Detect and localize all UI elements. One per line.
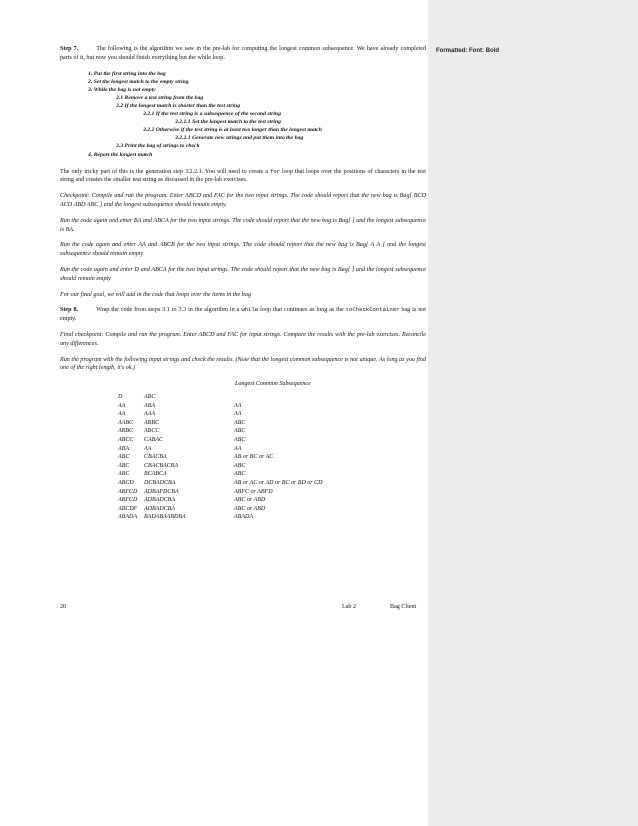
second-string-cell: ABA bbox=[144, 402, 155, 409]
algorithm-step bbox=[88, 110, 426, 118]
second-string-cell: BCABCA bbox=[144, 471, 167, 478]
table-row bbox=[118, 436, 322, 445]
table-row bbox=[118, 470, 322, 479]
page-number: 20 bbox=[60, 604, 67, 610]
table-row bbox=[118, 393, 322, 402]
second-string-cell: CABAC bbox=[144, 436, 163, 443]
first-string-cell: AA bbox=[118, 402, 126, 409]
algorithm-step-text: If the longest match is shorter than the test string bbox=[124, 102, 241, 109]
comment-panel bbox=[428, 0, 638, 826]
step8-paragraph bbox=[60, 306, 426, 324]
lcs-cell: ABADA bbox=[234, 514, 253, 521]
first-string-cell: ABFCD bbox=[118, 488, 138, 495]
algorithm-step-number: 3.2.1 bbox=[143, 111, 155, 118]
tricky-text-after: loop that loops over the positions of characters in the test string and creates the smaller test string as discussed in the pre-lab exercises. bbox=[60, 168, 426, 184]
step8-text-after: bag is not empty. bbox=[60, 307, 426, 323]
first-string-cell: ABC bbox=[118, 454, 130, 461]
footer-title: Bag Client bbox=[390, 604, 417, 610]
lcs-cell: AA bbox=[234, 411, 242, 418]
table-row bbox=[118, 453, 322, 462]
algorithm-step bbox=[88, 142, 426, 150]
document-page bbox=[60, 45, 426, 522]
first-string-cell: ABC bbox=[118, 462, 130, 469]
algorithm-step bbox=[88, 78, 426, 86]
algorithm-step-number: 3.2.2 bbox=[143, 127, 155, 134]
algorithm-step-number: 3.2 bbox=[116, 102, 124, 109]
algorithm-step bbox=[88, 70, 426, 78]
lcs-table bbox=[118, 393, 322, 522]
lcs-cell: ABC bbox=[234, 471, 246, 478]
algorithm-step bbox=[88, 86, 426, 94]
second-string-cell: ABC bbox=[144, 393, 156, 400]
lcs-cell: ABC bbox=[234, 419, 246, 426]
step7-paragraph bbox=[60, 45, 426, 63]
algorithm-step-text: While the bag is not empty bbox=[93, 86, 156, 93]
algorithm-step-text: Generate new strings and put them into the bag bbox=[192, 135, 304, 142]
second-string-cell: ABCC bbox=[144, 428, 160, 435]
algorithm-step-number: 3.2.2.1 bbox=[175, 135, 191, 142]
second-string-cell: CBACBACBA bbox=[144, 462, 178, 469]
first-string-cell: ABFCD bbox=[118, 497, 138, 504]
second-string-cell: AAA bbox=[144, 411, 155, 418]
lcs-cell: ABC bbox=[234, 428, 246, 435]
algorithm-step-text: Print the bag of strings to check bbox=[124, 143, 200, 150]
algorithm-step-number: 2. bbox=[88, 78, 93, 85]
table-row bbox=[118, 419, 322, 428]
run-instruction-2: Run the code again and enter AA and ABCB for the two input strings. The code should report that the new bag is Bag[ A A ] and the longest subsequence should remain empty bbox=[60, 242, 426, 258]
lcs-cell: AA bbox=[234, 445, 242, 452]
algorithm-step-number: 3. bbox=[88, 86, 93, 93]
second-string-cell: AA bbox=[144, 445, 152, 452]
algorithm-step bbox=[88, 102, 426, 110]
second-string-cell: ADBADCBA bbox=[144, 497, 175, 504]
second-string-cell: DCBADCBA bbox=[144, 479, 176, 486]
first-string-cell: ABC bbox=[118, 471, 130, 478]
table-row bbox=[118, 479, 322, 488]
run-instruction-3: Run the code again and enter D and ABCA for the two input strings. The code should report that the new bag is Bag[ ] and the longest subsequence should remain empty bbox=[60, 267, 426, 282]
footer-lab: Lab 2 bbox=[342, 604, 357, 610]
table-header: Longest Common Subsequence bbox=[235, 381, 311, 388]
table-row bbox=[118, 402, 322, 411]
algorithm-step bbox=[88, 151, 426, 159]
second-string-cell: ABBC bbox=[144, 419, 159, 426]
lcs-cell: AB or BC or AC bbox=[234, 454, 274, 461]
table-row bbox=[118, 505, 322, 514]
second-string-cell: ADBAFDCBA bbox=[144, 488, 179, 495]
formatting-comment[interactable]: Formatted: Font: Bold bbox=[436, 48, 499, 54]
algorithm-step-number: 4. bbox=[88, 151, 93, 158]
table-row bbox=[118, 462, 322, 471]
step8-title: Step 8. bbox=[60, 307, 79, 314]
second-string-cell: BADABAABDBA bbox=[144, 514, 186, 521]
table-row bbox=[118, 513, 322, 522]
first-string-cell: AA bbox=[118, 411, 126, 418]
table-row bbox=[118, 496, 322, 505]
first-string-cell: ABCD bbox=[118, 479, 134, 486]
lcs-cell: ABC bbox=[234, 436, 246, 443]
lcs-cell: ABC or ABD bbox=[234, 497, 266, 504]
table-row bbox=[118, 488, 322, 497]
table-row bbox=[118, 427, 322, 436]
table-row bbox=[118, 445, 322, 454]
run-instruction-1: Run the code again and enter BA and ABCA for the two input strings. The code should report that the new bag is Bag[ ] and the longest subsequence is BA. bbox=[60, 217, 426, 233]
algorithm-list bbox=[88, 70, 426, 159]
algorithm-step-number: 1. bbox=[88, 70, 93, 77]
lcs-cell bbox=[234, 393, 322, 402]
lcs-cell: ABC bbox=[234, 462, 246, 469]
step8-text-before: Wrap the code from steps 3.1 to 3.3 in the algorithm in a bbox=[96, 307, 242, 314]
algorithm-step-text: Otherwise if the test string is at least two longer than the longest match bbox=[155, 127, 322, 134]
lcs-cell: ABFC or ABFD bbox=[234, 488, 273, 495]
first-string-cell: ABA bbox=[118, 445, 129, 452]
algorithm-step-text: Put the first string into the bag bbox=[93, 70, 166, 77]
container-name: toCheckContainer bbox=[345, 306, 400, 314]
algorithm-step bbox=[88, 118, 426, 126]
final-goal: For our final goal, we will add in the code that loops over the items in the bag bbox=[60, 291, 251, 298]
algorithm-step-text: Set the longest match to the test string bbox=[192, 119, 282, 126]
algorithm-step bbox=[88, 94, 426, 102]
lcs-cell: AA bbox=[234, 402, 242, 409]
first-string-cell: ABBC bbox=[118, 428, 133, 435]
first-string-cell: D bbox=[118, 393, 123, 400]
table-row bbox=[118, 410, 322, 419]
first-string-cell: ABCC bbox=[118, 436, 134, 443]
algorithm-step-text: Set the longest match to the empty string bbox=[93, 78, 189, 85]
lcs-cell: ABC or ABD bbox=[234, 505, 266, 512]
first-string-cell: AABC bbox=[118, 419, 133, 426]
tricky-text-before: The only tricky part of this is the generation step 3.2.2.1. You will need to create a bbox=[60, 168, 270, 175]
second-string-cell: CBACBA bbox=[144, 454, 167, 461]
tricky-paragraph bbox=[60, 168, 426, 186]
final-checkpoint: Final checkpoint: Compile and run the program. Enter ABCD and FAC for input strings. Compare the results with the pre-lab exercises. Reconcile any differences. bbox=[60, 331, 426, 347]
algorithm-step-text: If the test string is a subsequence of the second string bbox=[155, 111, 281, 118]
step7-intro: The following is the algorithm we saw in the pre-lab for computing the longest common subsequence. We have already completed parts of it, but now you should finish everything but the while loop. bbox=[60, 46, 426, 61]
lcs-cell: AB or AC or AD or BC or BD or CD bbox=[234, 479, 323, 486]
algorithm-step-number: 3.2.1.1 bbox=[175, 119, 191, 126]
while-keyword: while bbox=[241, 306, 259, 314]
second-string-cell: ADBADCBA bbox=[144, 505, 175, 512]
algorithm-step-number: 3.3 bbox=[116, 143, 124, 150]
algorithm-step-text: Report the longest match bbox=[93, 151, 153, 158]
first-string-cell: ABCDF bbox=[118, 505, 138, 512]
checkpoint-1: Checkpoint: Compile and run the program. Enter ABCD and FAC for the two input strings. The code should report that the new bag is Bag[ BCD ACD ABD ABC ] and the longest subsequence should remain empty. bbox=[60, 193, 426, 209]
algorithm-step-text: Remove a test string from the bag bbox=[124, 94, 204, 101]
step8-text-middle: loop that continues as long as the bbox=[258, 307, 346, 314]
algorithm-step-number: 3.1 bbox=[116, 94, 124, 101]
for-keyword: for bbox=[269, 167, 281, 175]
run-program-instruction: Run the program with the following input strings and check the results. (Note that the longest common subsequence is not unique. As long as you find one of the right length, it's ok.) bbox=[60, 356, 426, 372]
first-string-cell: ABADA bbox=[118, 514, 137, 521]
algorithm-step bbox=[88, 126, 426, 134]
algorithm-step bbox=[88, 134, 426, 142]
step7-title: Step 7. bbox=[60, 46, 79, 52]
